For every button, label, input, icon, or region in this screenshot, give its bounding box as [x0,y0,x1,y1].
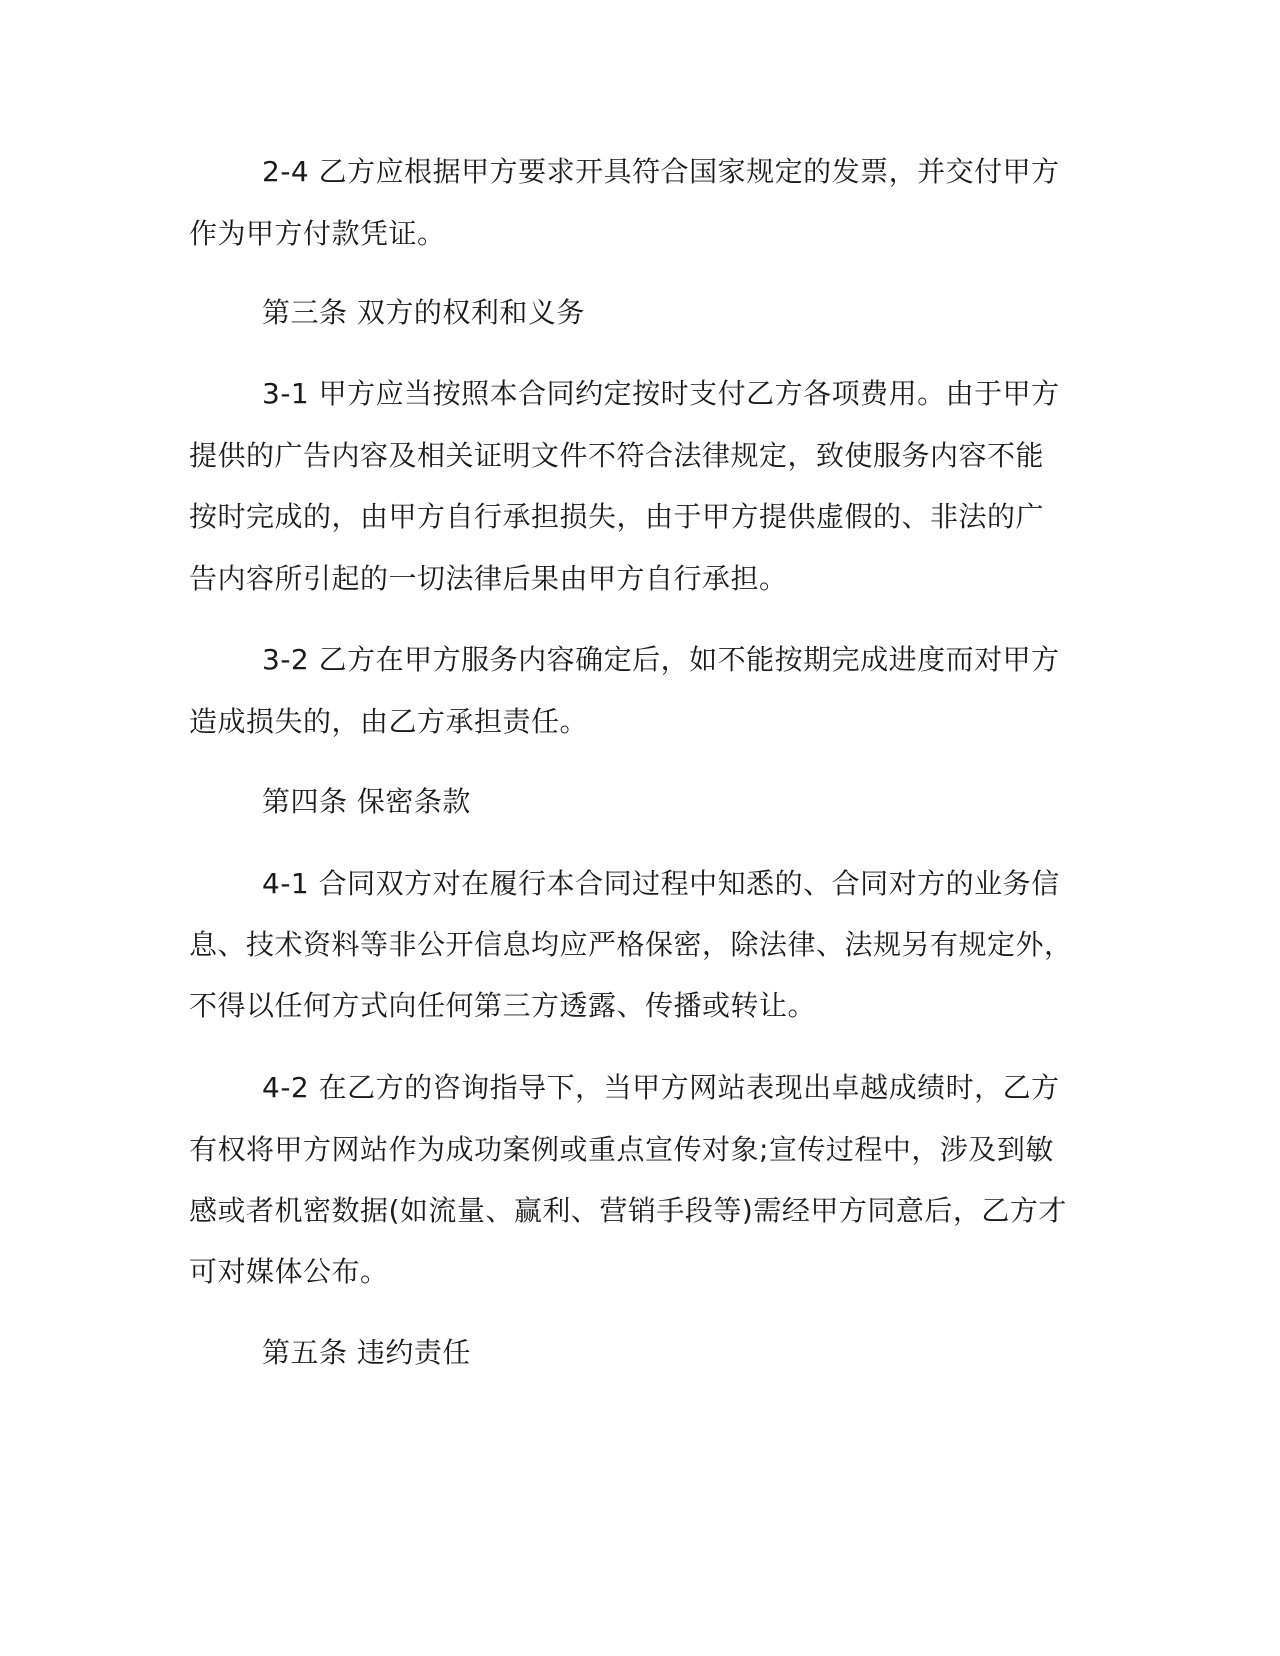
clause-3-2-line-1: 3-2 乙方在甲方服务内容确定后，如不能按期完成进度而对甲方 [262,643,1060,676]
clause-4-2-line-2: 有权将甲方网站作为成功案例或重点宣传对象;宣传过程中，涉及到敏 [189,1133,1054,1166]
clause-2-4-line-2: 作为甲方付款凭证。 [189,217,446,250]
clause-2-4-line-1: 2-4 乙方应根据甲方要求开具符合国家规定的发票，并交付甲方 [262,155,1060,188]
article-3-heading: 第三条 双方的权利和义务 [262,296,585,329]
clause-3-2-line-2: 造成损失的，由乙方承担责任。 [189,705,589,738]
clause-3-1-line-1: 3-1 甲方应当按照本合同约定按时支付乙方各项费用。由于甲方 [262,377,1060,410]
article-4-heading: 第四条 保密条款 [262,785,471,818]
clause-4-1-line-1: 4-1 合同双方对在履行本合同过程中知悉的、合同对方的业务信 [262,867,1060,900]
clause-3-1-line-4: 告内容所引起的一切法律后果由甲方自行承担。 [189,562,788,595]
clause-4-2-line-3: 感或者机密数据(如流量、赢利、营销手段等)需经甲方同意后，乙方才 [189,1194,1067,1227]
clause-3-1-line-3: 按时完成的，由甲方自行承担损失，由于甲方提供虚假的、非法的广 [189,500,1045,533]
clause-4-2-line-4: 可对媒体公布。 [189,1255,389,1288]
clause-4-2-line-1: 4-2 在乙方的咨询指导下，当甲方网站表现出卓越成绩时，乙方 [262,1071,1060,1104]
article-5-heading: 第五条 违约责任 [262,1336,471,1369]
clause-3-1-line-2: 提供的广告内容及相关证明文件不符合法律规定，致使服务内容不能 [189,439,1045,472]
clause-4-1-line-2: 息、技术资料等非公开信息均应严格保密，除法律、法规另有规定外， [189,928,1073,961]
clause-4-1-line-3: 不得以任何方式向任何第三方透露、传播或转让。 [189,989,817,1022]
